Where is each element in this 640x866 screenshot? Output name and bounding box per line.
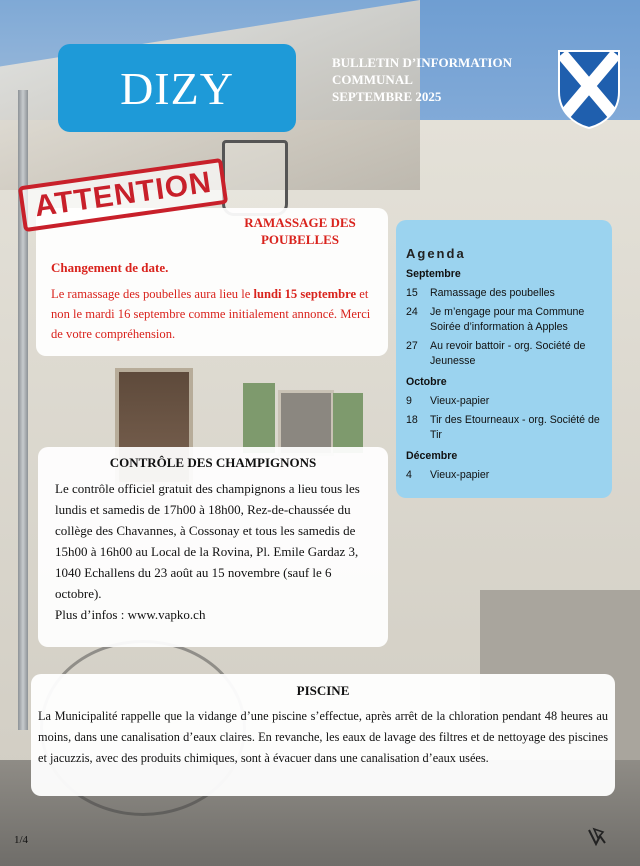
agenda-event: [406, 394, 606, 409]
event-day: 9: [406, 395, 412, 407]
event-text: Tir des Etourneaux - org. Société de Tir: [430, 414, 600, 441]
bulletin-line: BULLETIN D’INFORMATION: [332, 55, 512, 70]
event-day: 18: [406, 414, 418, 426]
notice-text-part: Le ramassage des poubelles aura lieu le: [51, 287, 254, 301]
bulletin-line: COMMUNAL: [332, 72, 413, 87]
bulletin-heading: [332, 54, 552, 105]
garbage-collection-text: [51, 284, 376, 344]
event-day: 24: [406, 306, 418, 318]
mushroom-control-link[interactable]: Plus d’infos : www.vapko.ch: [55, 607, 206, 622]
event-day: 4: [406, 469, 412, 481]
agenda-event: [406, 339, 606, 369]
background-lantern: [222, 140, 288, 216]
agenda-month: Octobre: [406, 376, 447, 388]
notice-text-bold: lundi 15 septembre: [253, 287, 357, 301]
garbage-collection-title: RAMASSAGE DES POUBELLES: [244, 215, 356, 247]
pool-notice-text: La Municipalité rappelle que la vidange d’une piscine s’effectue, après arrêt de la chloration pendant 48 heures au moins, dans une canalisation d’eaux claires. En revanche, les eaux de lavage des filtres et de nettoyage des piscines et jacuzzis, avec des produits chimiques, sont à évacuer dans une canalisation d’eaux usées.: [38, 709, 608, 765]
event-text: Ramassage des poubelles: [430, 287, 555, 299]
event-text: Je m’engage pour ma Commune Soirée d’information à Apples: [430, 306, 585, 333]
agenda-event: [406, 413, 606, 443]
agenda-event: [406, 305, 606, 335]
agenda-list: [406, 267, 606, 483]
event-text: Vieux-papier: [430, 469, 490, 481]
event-day: 27: [406, 340, 418, 352]
pool-notice-title: PISCINE: [296, 683, 350, 698]
agenda-month: Décembre: [406, 450, 458, 462]
event-text: Au revoir battoir - org. Société de Jeunesse: [430, 340, 586, 367]
background-shutter: [243, 383, 275, 453]
agenda-event: [406, 468, 606, 483]
page-title: DIZY: [120, 62, 234, 114]
agenda-month: Septembre: [406, 268, 461, 280]
municipal-logo-icon: [586, 826, 608, 848]
date-change-subtitle: Changement de date.: [51, 260, 169, 275]
background-shutter: [333, 393, 363, 453]
mushroom-control-body: Le contrôle officiel gratuit des champignons a lieu tous les lundis et samedis de 17h00 à 18h00, Rez-de-chaussée du collège des Chavannes, à Cossonay et tous les samedis de 15h00 à 16h00 au Local de la Rovina, Pl. Emile Gardaz 3, 1040 Echallens du 23 août au 15 novembre (sauf le 6 octobre).: [55, 481, 360, 601]
mushroom-control-title: CONTRÔLE DES CHAMPIGNONS: [109, 455, 317, 470]
title-banner: [58, 44, 296, 132]
event-text: Vieux-papier: [430, 395, 490, 407]
event-day: 15: [406, 287, 418, 299]
mushroom-control-text: [55, 478, 380, 625]
agenda-event: [406, 286, 606, 301]
bulletin-line: SEPTEMBRE 2025: [332, 89, 442, 104]
page-number: 1/4: [14, 834, 29, 846]
attention-stamp-text: ATTENTION: [32, 165, 214, 224]
agenda-title: Agenda: [406, 246, 466, 261]
coat-of-arms-icon: [556, 48, 622, 130]
notice-text-part: et non le mardi 16 septembre comme initialement annoncé. Merci de votre compréhension.: [51, 287, 371, 341]
